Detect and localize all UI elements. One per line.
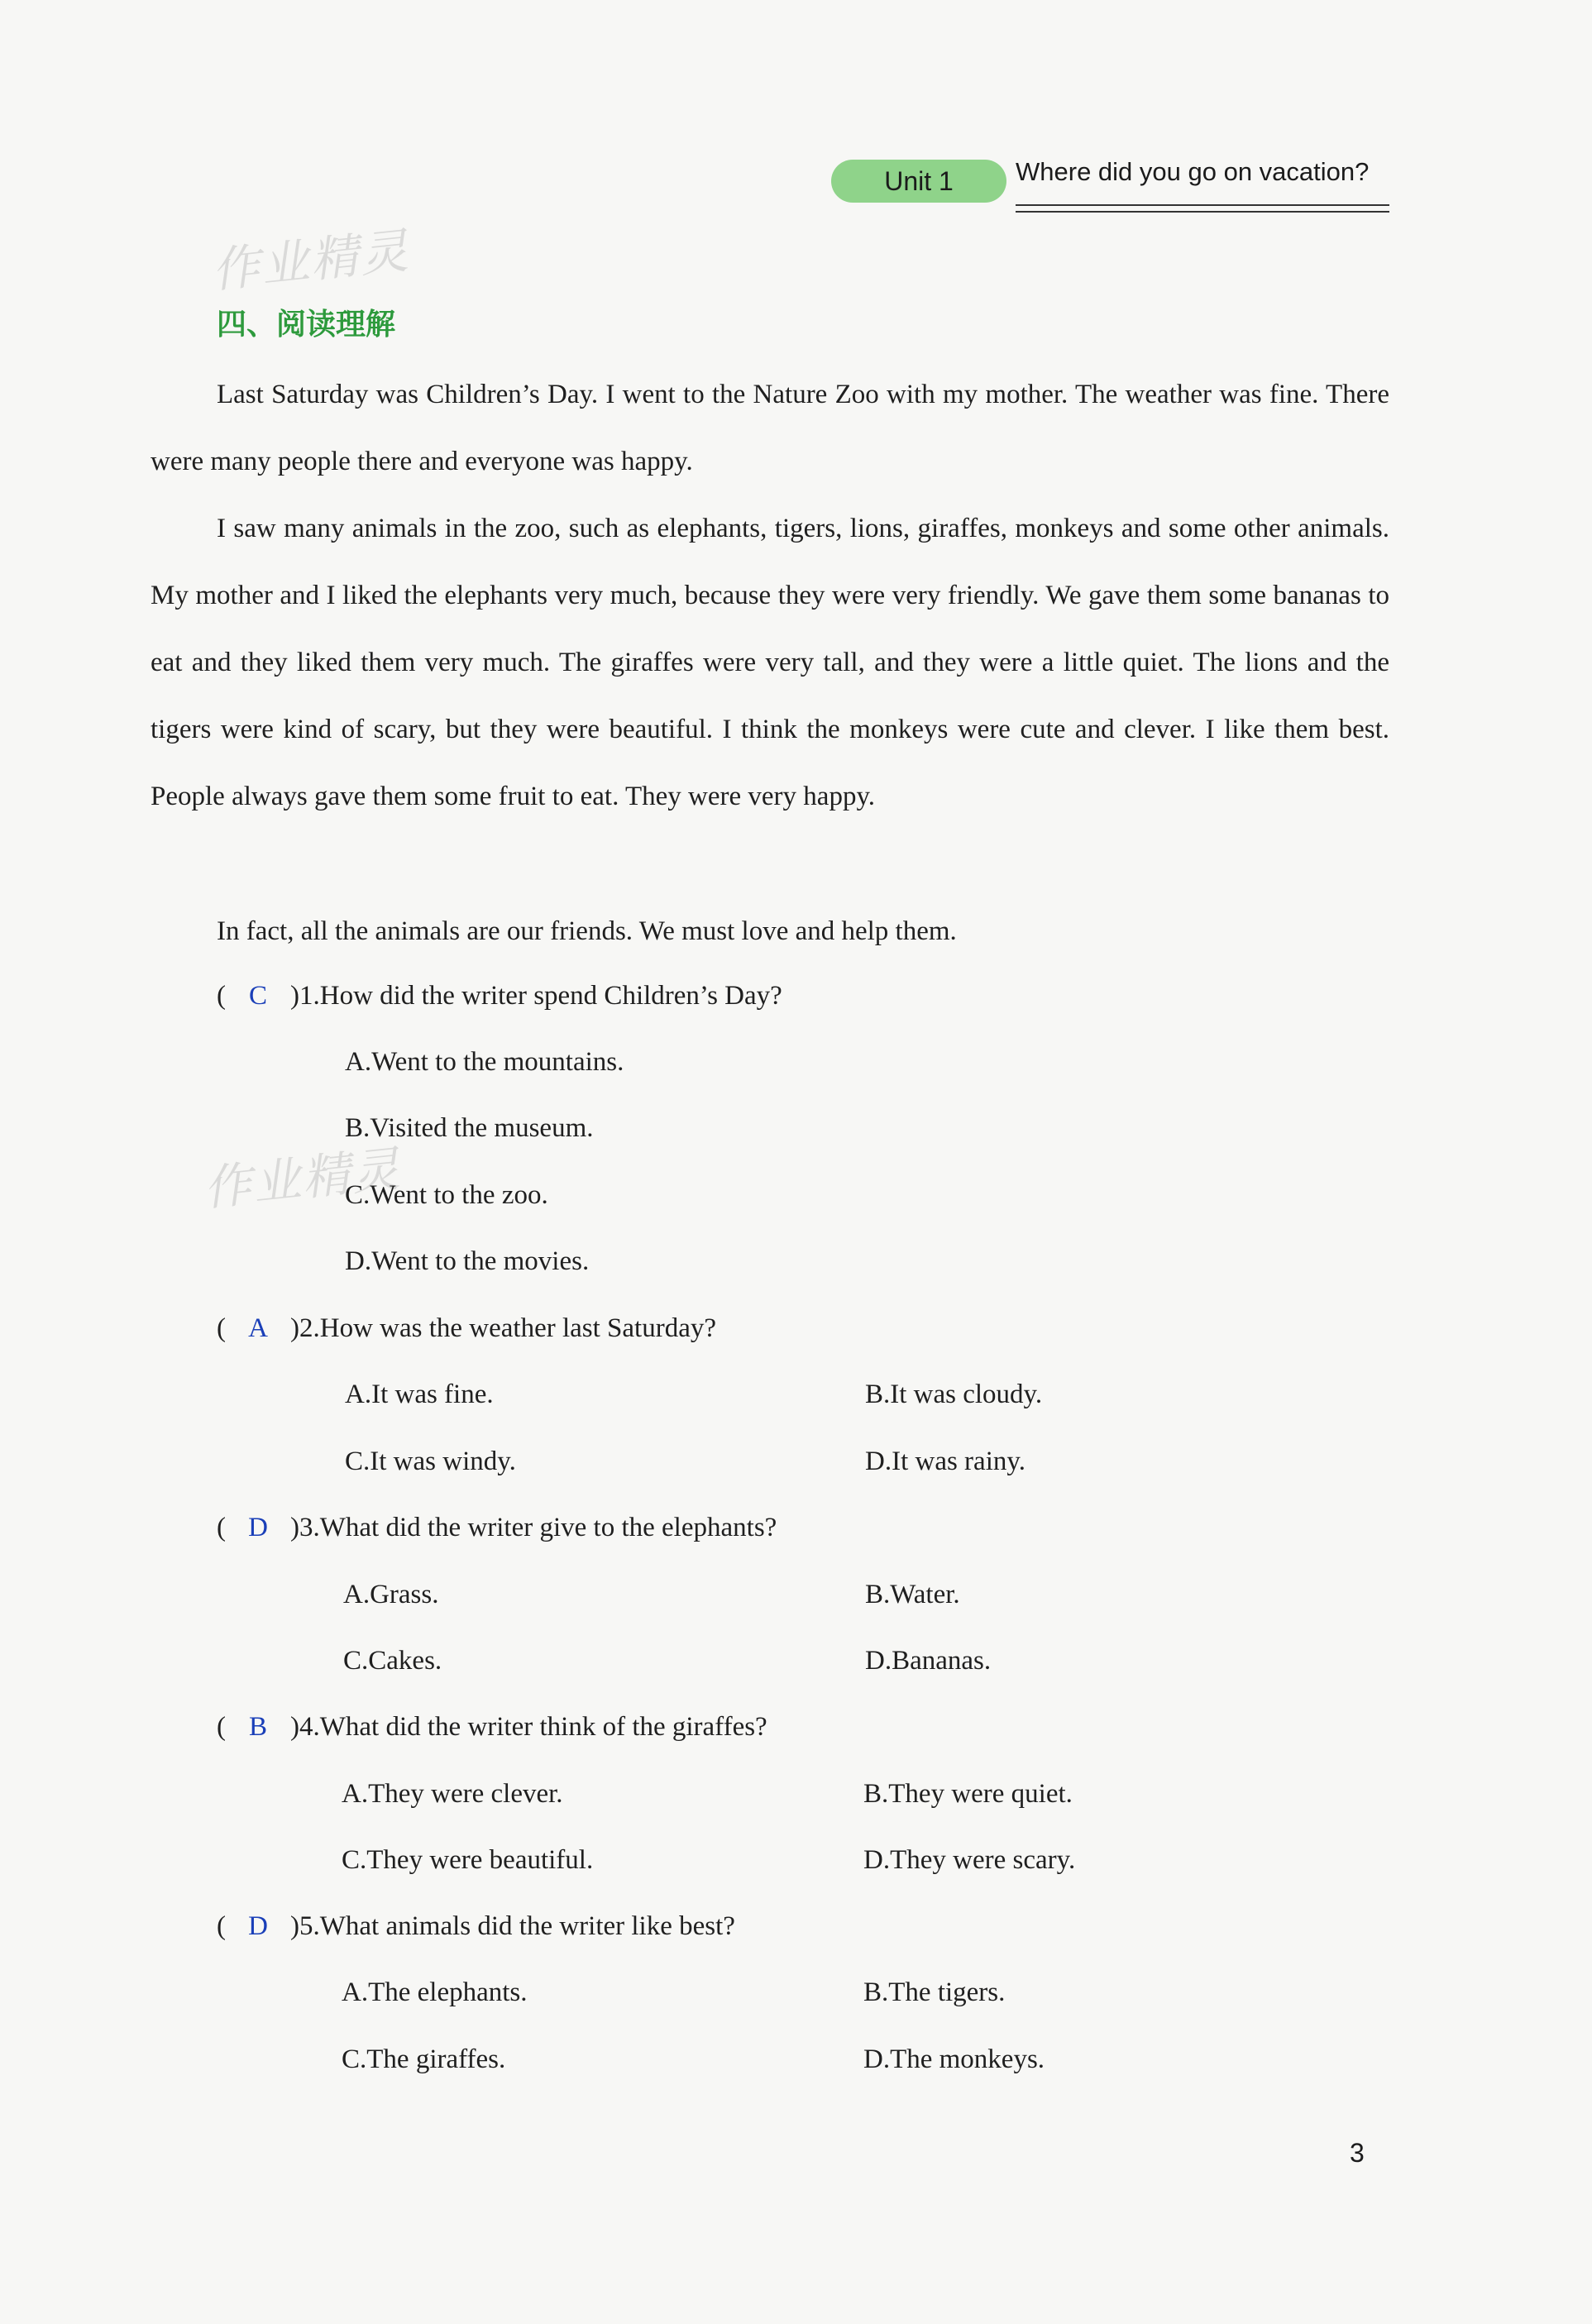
q4-option-d: D.They were scary. — [863, 1845, 1076, 1875]
watermark-middle: 作业精灵 — [200, 1140, 404, 1217]
q5-option-a: A.The elephants. — [342, 1977, 528, 2007]
question-1-text: 1.How did the writer spend Children’s Day? — [299, 981, 782, 1011]
q3-option-d: D.Bananas. — [865, 1646, 992, 1676]
question-2-text: 2.How was the weather last Saturday? — [299, 1313, 717, 1343]
answer-2: A — [248, 1313, 268, 1343]
q4-option-b: B.They were quiet. — [863, 1779, 1073, 1809]
question-5: ( D )5.What animals did the writer like best? — [217, 1911, 735, 1941]
q2-option-c: C.It was windy. — [345, 1447, 516, 1476]
question-2: ( A )2.How was the weather last Saturday? — [217, 1313, 717, 1343]
passage-paragraph-1: Last Saturday was Children’s Day. I went to the Nature Zoo with my mother. The weather was fine. There were many people there and everyone was happy. — [151, 380, 1389, 476]
passage-paragraph-2: I saw many animals in the zoo, such as elephants, tigers, lions, giraffes, monkeys and some other animals. My mother and I liked the elephants very much, because they were very friendly. We gave them some bananas to eat and they liked them very much. The giraffes were very tall, and they were a little quiet. The lions and the tigers were kind of scary, but they were beautiful. I think the monkeys were cute and clever. I like them best. People always gave them some fruit to eat. They were very happy. — [151, 514, 1389, 811]
question-4-text: 4.What did the writer think of the giraffes? — [299, 1712, 767, 1742]
answer-1: C — [248, 981, 267, 1011]
q2-option-a: A.It was fine. — [345, 1380, 494, 1409]
question-4: ( B )4.What did the writer think of the giraffes? — [217, 1712, 767, 1742]
question-1: ( C )1.How did the writer spend Children’s Day? — [217, 981, 782, 1011]
header-rule — [1016, 204, 1389, 213]
q3-option-a: A.Grass. — [343, 1580, 439, 1609]
q5-option-c: C.The giraffes. — [342, 2044, 506, 2074]
q1-option-b: B.Visited the museum. — [345, 1113, 594, 1143]
q5-option-b: B.The tigers. — [863, 1977, 1006, 2007]
unit-title: Where did you go on vacation? — [1016, 157, 1370, 186]
answer-5: D — [248, 1911, 268, 1941]
q5-option-d: D.The monkeys. — [863, 2044, 1045, 2074]
page-number: 3 — [1350, 2138, 1365, 2168]
q1-option-d: D.Went to the movies. — [345, 1246, 590, 1276]
question-3-text: 3.What did the writer give to the elephants? — [299, 1513, 777, 1542]
answer-3: D — [248, 1513, 268, 1542]
passage-paragraph-3: In fact, all the animals are our friends. We must love and help them. — [217, 916, 957, 946]
q2-option-d: D.It was rainy. — [865, 1447, 1025, 1476]
unit-badge — [831, 160, 1006, 203]
q1-option-a: A.Went to the mountains. — [345, 1047, 624, 1077]
q1-option-c: C.Went to the zoo. — [345, 1180, 548, 1210]
answer-4: B — [248, 1712, 267, 1742]
unit-label: Unit 1 — [884, 165, 954, 196]
q3-option-b: B.Water. — [865, 1580, 960, 1609]
q3-option-c: C.Cakes. — [343, 1646, 442, 1676]
q4-option-c: C.They were beautiful. — [342, 1845, 594, 1875]
q4-option-a: A.They were clever. — [342, 1779, 563, 1809]
question-5-text: 5.What animals did the writer like best? — [299, 1911, 735, 1941]
watermark-top: 作业精灵 — [208, 222, 413, 299]
question-3: ( D )3.What did the writer give to the elephants? — [217, 1513, 777, 1542]
q2-option-b: B.It was cloudy. — [865, 1380, 1043, 1409]
section-title: 四、阅读理解 — [217, 308, 396, 342]
